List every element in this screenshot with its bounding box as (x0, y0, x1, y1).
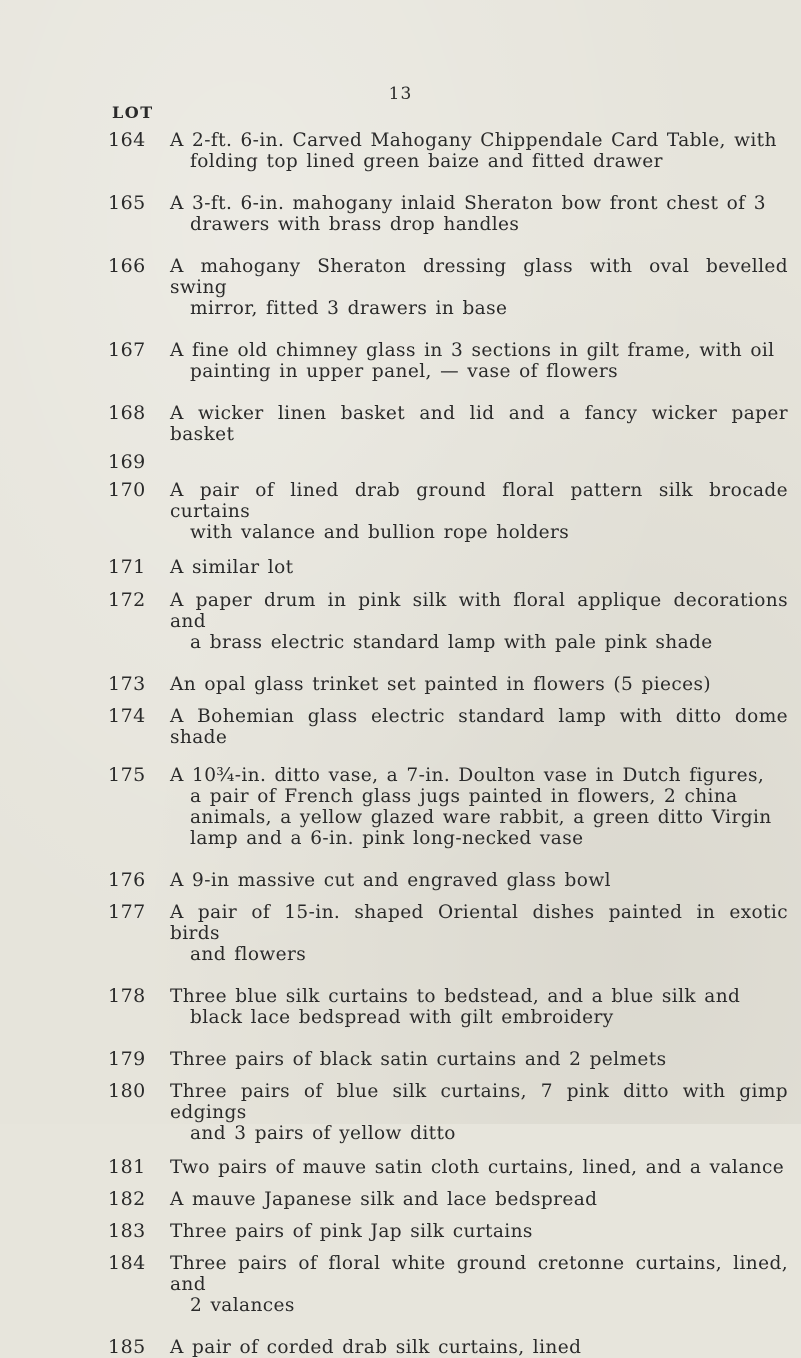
lot-number: 165 (108, 192, 146, 214)
lot-description (170, 765, 788, 849)
lot-description-line: A Bohemian glass electric standard lamp with ditto dome shade (170, 706, 788, 748)
lot-description (170, 480, 788, 543)
lot-description (170, 870, 788, 891)
lot-entry (108, 674, 788, 695)
lot-entry (108, 193, 788, 235)
lot-description (170, 1081, 788, 1144)
lot-number: 172 (108, 589, 146, 611)
lot-column-header: LOT (112, 103, 154, 122)
lot-description (170, 986, 788, 1028)
lot-description-line: 2 valances (190, 1295, 295, 1316)
lot-entry (108, 902, 788, 965)
lot-entry (108, 1081, 788, 1144)
lot-description (170, 706, 788, 748)
lot-number: 174 (108, 705, 146, 727)
lot-description-line: A 3-ft. 6-in. mahogany inlaid Sheraton bow front chest of 3 (170, 193, 766, 214)
lot-number: 170 (108, 479, 146, 501)
lot-description-line: and 3 pairs of yellow ditto (190, 1123, 456, 1144)
lot-description-line: A 10¾-in. ditto vase, a 7-in. Doulton vase in Dutch figures, (170, 765, 765, 786)
lot-description-line: mirror, fitted 3 drawers in base (190, 298, 508, 319)
lot-description-line: Three pairs of black satin curtains and 2 pelmets (170, 1049, 667, 1070)
lot-entry (108, 1253, 788, 1316)
lot-description (170, 1337, 788, 1358)
lot-description-line: folding top lined green baize and fitted drawer (190, 151, 663, 172)
lot-number: 179 (108, 1048, 146, 1070)
lot-number: 182 (108, 1188, 146, 1210)
lot-entry (108, 986, 788, 1028)
lot-description-line (170, 452, 788, 473)
lot-entry (108, 1337, 788, 1358)
lot-number: 177 (108, 901, 146, 923)
page-number: 13 (388, 84, 413, 104)
lot-description (170, 256, 788, 319)
lot-number: 181 (108, 1156, 146, 1178)
lot-entry (108, 480, 788, 543)
lot-number: 184 (108, 1252, 146, 1274)
lot-entry (108, 557, 788, 578)
lot-description-line: lamp and a 6-in. pink long-necked vase (190, 828, 584, 849)
lot-entry (108, 590, 788, 653)
lot-entry (108, 1157, 788, 1178)
lot-number: 175 (108, 764, 146, 786)
lot-entry (108, 1189, 788, 1210)
lot-description (170, 1189, 788, 1210)
lot-entry (108, 452, 788, 473)
lot-description-line: A wicker linen basket and lid and a fancy wicker paper basket (170, 403, 788, 445)
lot-description (170, 193, 788, 235)
lot-description-line: a pair of French glass jugs painted in flowers, 2 china (190, 786, 738, 807)
lot-description-line: A mauve Japanese silk and lace bedspread (170, 1189, 598, 1210)
lot-description (170, 557, 788, 578)
lot-number: 168 (108, 402, 146, 424)
lot-entry (108, 403, 788, 445)
lot-entry (108, 870, 788, 891)
lot-description-line: Two pairs of mauve satin cloth curtains, lined, and a valance (170, 1157, 785, 1178)
lot-description-line: A pair of corded drab silk curtains, lined (170, 1337, 582, 1358)
lot-description (170, 130, 788, 172)
lot-description (170, 674, 788, 695)
lot-description (170, 1253, 788, 1316)
lot-list (108, 130, 788, 1358)
lot-description-line: An opal glass trinket set painted in flowers (5 pieces) (170, 674, 711, 695)
lot-entry (108, 706, 788, 748)
lot-description (170, 1221, 788, 1242)
lot-description (170, 1157, 788, 1178)
lot-number: 176 (108, 869, 146, 891)
lot-entry (108, 340, 788, 382)
lot-entry (108, 1221, 788, 1242)
lot-description (170, 902, 788, 965)
lot-number: 185 (108, 1336, 146, 1358)
lot-description-line: A similar lot (170, 557, 294, 578)
lot-description-line: A pair of lined drab ground floral pattern silk brocade curtains (170, 480, 788, 522)
lot-description (170, 452, 788, 473)
lot-entry (108, 765, 788, 849)
lot-description-line: Three pairs of pink Jap silk curtains (170, 1221, 533, 1242)
lot-description (170, 403, 788, 445)
lot-description-line: A fine old chimney glass in 3 sections in gilt frame, with oil (170, 340, 775, 361)
lot-description (170, 340, 788, 382)
lot-description-line: A mahogany Sheraton dressing glass with oval bevelled swing (170, 256, 788, 298)
lot-entry (108, 256, 788, 319)
lot-number: 169 (108, 451, 146, 473)
lot-description-line: black lace bedspread with gilt embroidery (190, 1007, 614, 1028)
lot-number: 167 (108, 339, 146, 361)
lot-entry (108, 130, 788, 172)
lot-number: 166 (108, 255, 146, 277)
lot-description-line: drawers with brass drop handles (190, 214, 520, 235)
lot-description-line: painting in upper panel, — vase of flowers (190, 361, 618, 382)
lot-number: 180 (108, 1080, 146, 1102)
lot-entry (108, 1049, 788, 1070)
lot-description (170, 1049, 788, 1070)
lot-description-line: Three pairs of floral white ground cretonne curtains, lined, and (170, 1253, 788, 1295)
lot-description-line: with valance and bullion rope holders (190, 522, 570, 543)
lot-description-line: and flowers (190, 944, 307, 965)
lot-number: 183 (108, 1220, 146, 1242)
lot-description-line: A 9-in massive cut and engraved glass bowl (170, 870, 611, 891)
lot-description-line: a brass electric standard lamp with pale pink shade (190, 632, 713, 653)
lot-description-line: A 2-ft. 6-in. Carved Mahogany Chippendale Card Table, with (170, 130, 777, 151)
lot-description-line: animals, a yellow glazed ware rabbit, a green ditto Virgin (190, 807, 772, 828)
lot-description-line: A pair of 15-in. shaped Oriental dishes painted in exotic birds (170, 902, 788, 944)
lot-description (170, 590, 788, 653)
lot-number: 178 (108, 985, 146, 1007)
lot-description-line: A paper drum in pink silk with floral applique decorations and (170, 590, 788, 632)
lot-description-line: Three pairs of blue silk curtains, 7 pink ditto with gimp edgings (170, 1081, 788, 1123)
lot-description-line: Three blue silk curtains to bedstead, and a blue silk and (170, 986, 741, 1007)
lot-number: 173 (108, 673, 146, 695)
lot-number: 164 (108, 129, 146, 151)
lot-number: 171 (108, 556, 146, 578)
